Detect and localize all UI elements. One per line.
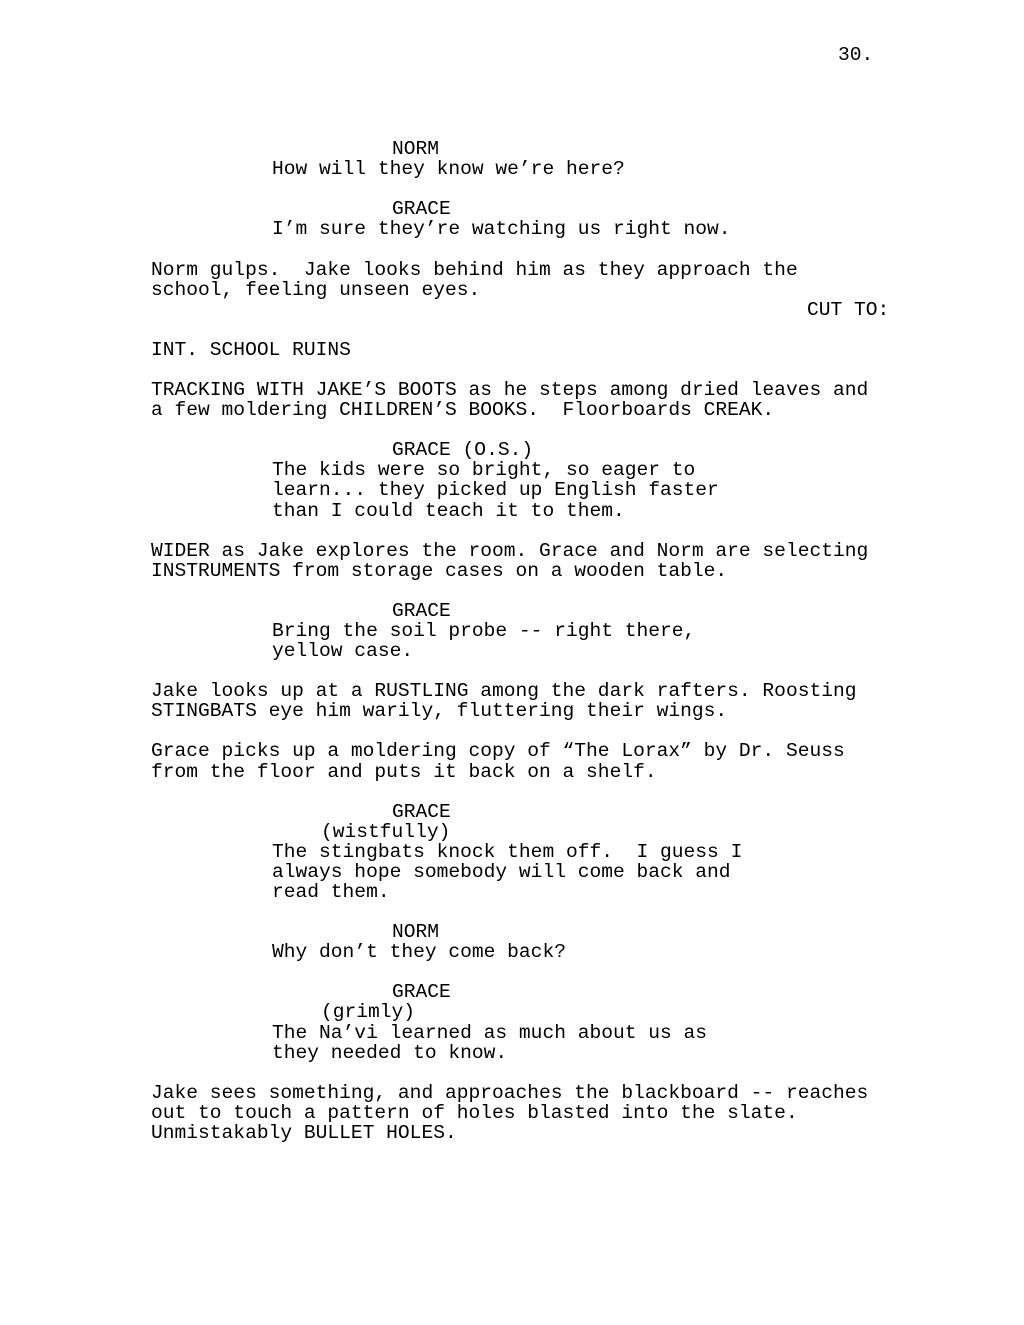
action-line: school, feeling unseen eyes. <box>151 279 481 301</box>
action-line: Unmistakably BULLET HOLES. <box>151 1122 457 1144</box>
character-name: GRACE <box>392 981 451 1003</box>
scene-heading: INT. SCHOOL RUINS <box>151 339 351 361</box>
dialogue-line: learn... they picked up English faster <box>272 479 719 501</box>
dialogue-line: I’m sure they’re watching us right now. <box>272 218 731 240</box>
dialogue-line: The stingbats knock them off. I guess I <box>272 841 743 863</box>
parenthetical: (wistfully) <box>321 821 451 843</box>
character-name: GRACE <box>392 600 451 622</box>
dialogue-line: read them. <box>272 881 390 903</box>
action-line: INSTRUMENTS from storage cases on a wooden table. <box>151 560 728 582</box>
dialogue-line: always hope somebody will come back and <box>272 861 731 883</box>
transition: CUT TO: <box>807 299 890 321</box>
page-number: 30. <box>838 44 874 66</box>
action-line: Grace picks up a moldering copy of “The Lorax” by Dr. Seuss <box>151 740 845 762</box>
action-line: out to touch a pattern of holes blasted into the slate. <box>151 1102 798 1124</box>
dialogue-line: Why don’t they come back? <box>272 941 566 963</box>
action-line: WIDER as Jake explores the room. Grace and Norm are selecting <box>151 540 869 562</box>
dialogue-line: than I could teach it to them. <box>272 500 625 522</box>
action-line: TRACKING WITH JAKE’S BOOTS as he steps among dried leaves and <box>151 379 869 401</box>
character-name: NORM <box>392 138 440 160</box>
character-name: GRACE <box>392 198 451 220</box>
dialogue-line: yellow case. <box>272 640 414 662</box>
dialogue-line: they needed to know. <box>272 1042 508 1064</box>
action-line: from the floor and puts it back on a shelf. <box>151 761 657 783</box>
dialogue-line: Bring the soil probe -- right there, <box>272 620 696 642</box>
parenthetical: (grimly) <box>321 1001 416 1023</box>
action-line: Norm gulps. Jake looks behind him as they approach the <box>151 259 798 281</box>
dialogue-line: The kids were so bright, so eager to <box>272 459 696 481</box>
dialogue-line: The Na’vi learned as much about us as <box>272 1022 708 1044</box>
character-name: GRACE <box>392 801 451 823</box>
character-name: GRACE (O.S.) <box>392 439 534 461</box>
action-line: Jake looks up at a RUSTLING among the dark rafters. Roosting <box>151 680 857 702</box>
action-line: Jake sees something, and approaches the blackboard -- reaches <box>151 1082 869 1104</box>
action-line: a few moldering CHILDREN’S BOOKS. Floorboards CREAK. <box>151 399 775 421</box>
dialogue-line: How will they know we’re here? <box>272 158 625 180</box>
character-name: NORM <box>392 921 440 943</box>
action-line: STINGBATS eye him warily, fluttering their wings. <box>151 700 728 722</box>
